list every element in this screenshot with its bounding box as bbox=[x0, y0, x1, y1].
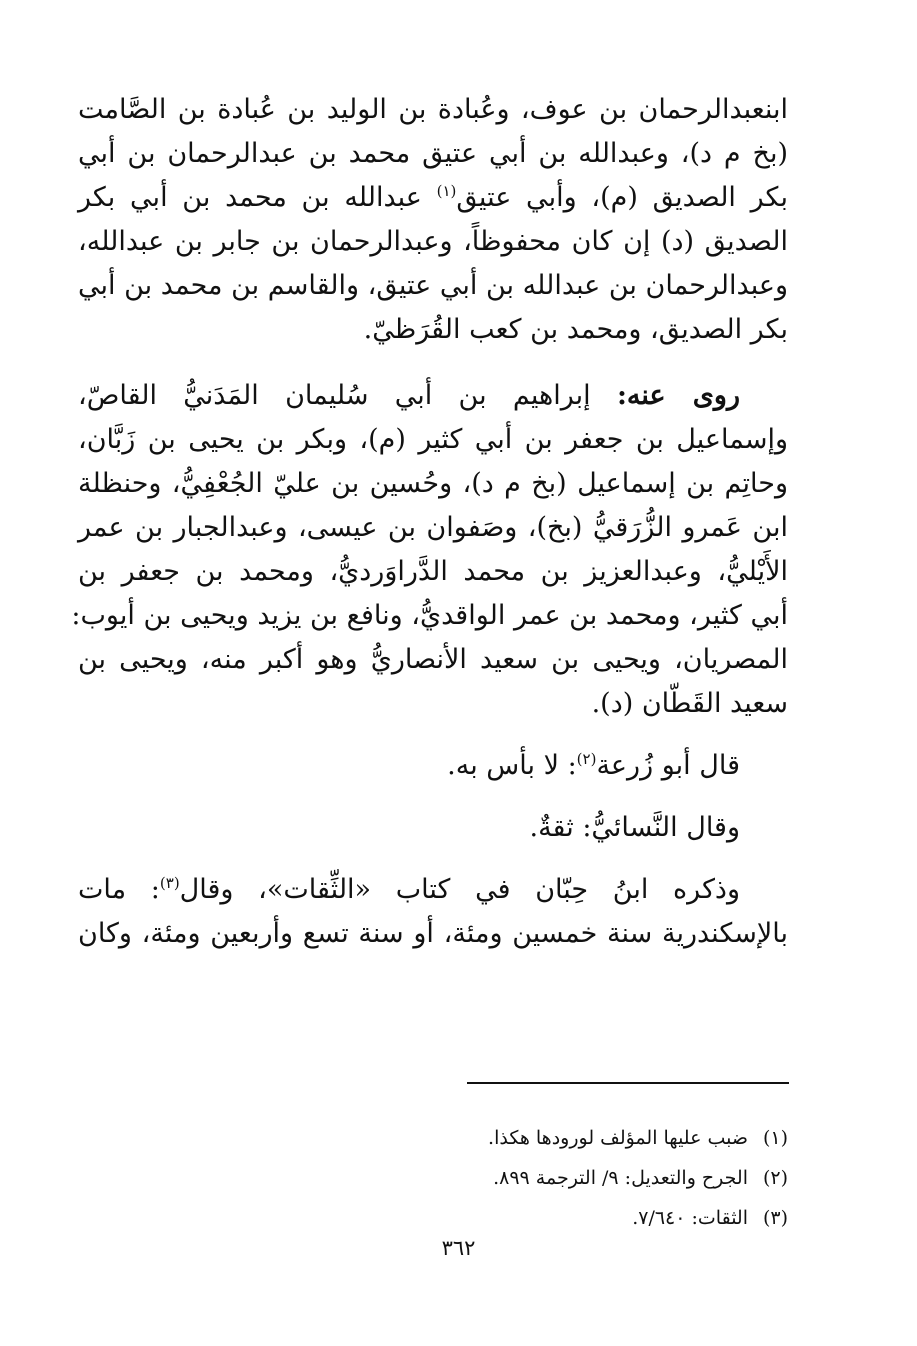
footnote-ref-3[interactable]: (٣) bbox=[159, 874, 180, 892]
text-line: (بخ م د)، وعبدالله بن أبي عتيق محمد بن عبدالرحمان بن أبي bbox=[78, 138, 788, 169]
footnote-divider bbox=[467, 1082, 789, 1084]
text-fragment: إبراهيم بن أبي سُليمان المَدَنيُّ القاصّ، bbox=[78, 380, 591, 411]
text-line bbox=[78, 176, 788, 220]
footnote-1 bbox=[78, 1118, 788, 1158]
text-line: المصريان، ويحيى بن سعيد الأنصاريُّ وهو أكبر منه، ويحيى بن bbox=[78, 644, 788, 675]
footnote-number: (٢) bbox=[762, 1167, 788, 1189]
text-line: ابنعبدالرحمان بن عوف، وعُبادة بن الوليد بن عُبادة بن الصَّامت bbox=[78, 94, 788, 125]
footnote-ref-1[interactable]: (١) bbox=[436, 182, 457, 200]
text-line bbox=[78, 868, 788, 912]
text-line: الصديق (د) إن كان محفوظاً، وعبدالرحمان بن جابر بن عبدالله، bbox=[78, 226, 788, 257]
footnote-3 bbox=[78, 1198, 788, 1238]
text-line bbox=[78, 374, 788, 418]
footnote-text: ضبب عليها المؤلف لورودها هكذا. bbox=[488, 1127, 748, 1149]
page-number: ٣٦٢ bbox=[441, 1236, 476, 1260]
footnote-number: (٣) bbox=[762, 1207, 788, 1229]
text-line: سعيد القَطّان (د). bbox=[591, 688, 788, 719]
text-line: وقال النَّسائيُّ: ثقةٌ. bbox=[529, 812, 740, 843]
text-line: وإسماعيل بن جعفر بن أبي كثير (م)، وبكر بن يحيى بن زَبَّان، bbox=[78, 424, 788, 455]
footnote-ref-2[interactable]: (٢) bbox=[576, 750, 597, 768]
text-line: بالإسكندرية سنة خمسين ومئة، أو سنة تسع وأربعين ومئة، وكان bbox=[78, 918, 788, 949]
text-fragment: : مات bbox=[78, 874, 160, 905]
text-line bbox=[78, 744, 788, 788]
footnote-text: الثقات: ٧/٦٤٠. bbox=[632, 1207, 748, 1229]
text-line: وحاتِم بن إسماعيل (بخ م د)، وحُسين بن عليّ الجُعْفِيُّ، وحنظلة bbox=[78, 468, 788, 499]
text-fragment: وذكره ابنُ حِبّان في كتاب «الثِّقات»، وقال bbox=[179, 874, 740, 905]
footnote-2 bbox=[78, 1158, 788, 1198]
main-text bbox=[71, 88, 788, 956]
text-fragment: : لا بأس به. bbox=[447, 750, 577, 781]
text-line: وعبدالرحمان بن عبدالله بن أبي عتيق، والقاسم بن محمد بن أبي bbox=[78, 270, 788, 301]
footnote-text: الجرح والتعديل: ٩/ الترجمة ٨٩٩. bbox=[493, 1167, 748, 1189]
text-fragment: بكر الصديق (م)، وأبي عتيق bbox=[456, 182, 788, 213]
text-line: ابن عَمرو الزُّرَقيُّ (بخ)، وصَفوان بن عيسى، وعبدالجبار بن عمر bbox=[78, 512, 788, 543]
text-line: الأَيْليُّ، وعبدالعزيز بن محمد الدَّراوَرديُّ، ومحمد بن جعفر بن bbox=[78, 556, 788, 587]
text-fragment: قال أبو زُرعة bbox=[596, 750, 740, 781]
text-line: بكر الصديق، ومحمد بن كعب القُرَظيّ. bbox=[363, 314, 788, 345]
text-line: أبي كثير، ومحمد بن عمر الواقديُّ، ونافع بن يزيد ويحيى بن أيوب: bbox=[71, 600, 788, 631]
text-fragment: عبدالله بن محمد بن أبي بكر bbox=[78, 182, 422, 213]
footnotes bbox=[78, 1118, 788, 1238]
narrators-label: روى عنه: bbox=[616, 380, 740, 411]
footnote-number: (١) bbox=[762, 1127, 788, 1149]
